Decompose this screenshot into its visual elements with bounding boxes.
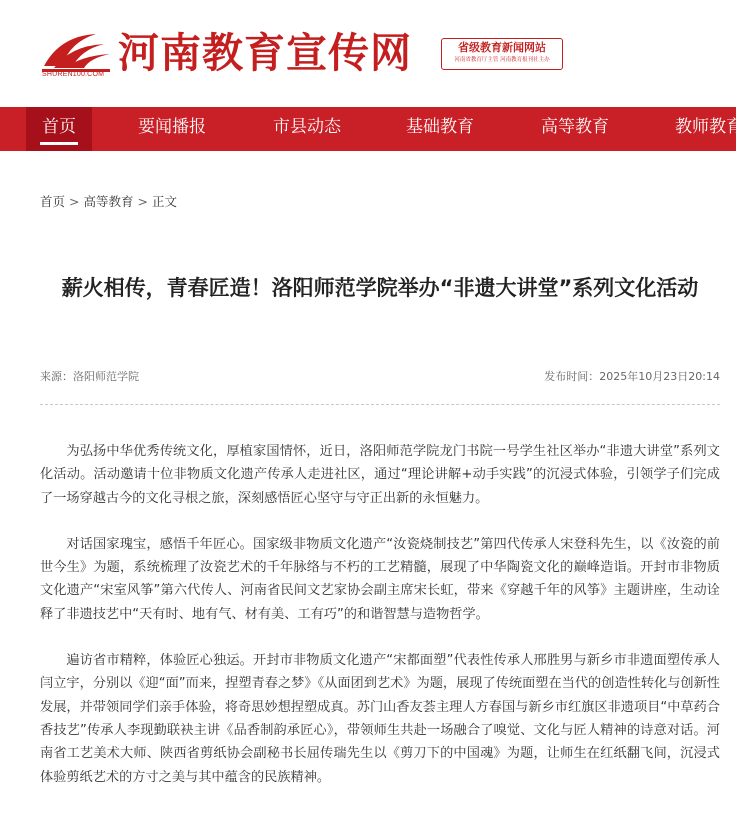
badge-main-text: 省级教育新闻网站 <box>458 41 546 54</box>
breadcrumb-category[interactable]: 高等教育 <box>83 194 134 209</box>
article-source: 来源：洛阳师范学院 <box>40 370 139 383</box>
divider <box>40 404 720 405</box>
breadcrumb <box>40 192 177 210</box>
breadcrumb-current: 正文 <box>152 194 178 209</box>
site-badge <box>441 38 563 70</box>
logo-icon[interactable] <box>40 28 112 72</box>
nav-item-news[interactable]: 要闻播报 <box>138 117 206 137</box>
site-title[interactable]: 河南教育宣传网 <box>118 29 412 77</box>
chevron-right-icon: > <box>69 194 80 209</box>
site-header <box>0 0 736 107</box>
badge-sub-text: 河南省教育厅主管 河南教育报刊社主办 <box>454 57 550 63</box>
nav-item-home[interactable]: 首页 <box>26 107 92 151</box>
paragraph: 遍访省市精粹，体验匠心独运。开封市非物质文化遗产“宋都面塑”代表性传承人邢胜男与新乡市非遗面塑传承人闫立宇，分别以《迎“面”而来，捏塑青春之梦》《从面团到艺术》为题，展现了传统面塑在当代的创造性转化与创新性发展，并带领同学们亲手体验，将奇思妙想捏塑成真。苏门山香友荟主理人方春国与新乡市红旗区非遗项目“中草药合香技艺”传承人李现勤联袂主讲《品香制韵承匠心》，带领师生共赴一场融合了嗅觉、文化与匠人精神的诗意对话。河南省工艺美术大师、陕西省剪纸协会副秘书长屈传瑞先生以《剪刀下的中国魂》为题，让师生在红纸翻飞间，沉浸式体验剪纸艺术的方寸之美与其中蕴含的民族精神。 <box>40 653 720 785</box>
nav-item-teacher-education[interactable]: 教师教育 <box>675 117 743 137</box>
breadcrumb-home[interactable]: 首页 <box>40 194 66 209</box>
article-title: 薪火相传，青春匠造！洛阳师范学院举办“非遗大讲堂”系列文化活动 <box>61 276 699 300</box>
publish-time: 发布时间：2025年10月23日20:14 <box>544 370 720 383</box>
paragraph: 为弘扬中华优秀传统文化，厚植家国情怀，近日，洛阳师范学院龙门书院一号学生社区举办“非遗大讲堂”系列文化活动。活动邀请十位非物质文化遗产传承人走进社区，通过“理论讲解+动手实践”的沉浸式体验，引领学子们完成了一场穿越古今的文化寻根之旅，深刻感悟匠心坚守与守正出新的永恒魅力。 <box>40 444 720 506</box>
main-nav <box>0 107 743 151</box>
logo-subtext: SHUREN100.COM <box>42 71 105 78</box>
article-body <box>40 440 720 812</box>
paragraph: 对话国家瑰宝，感悟千年匠心。国家级非物质文化遗产“汝瓷烧制技艺”第四代传承人宋登科先生，以《汝瓷的前世今生》为题，系统梳理了汝瓷艺术的千年脉络与不朽的工艺精髓，展现了中华陶瓷文化的巅峰造诣。开封市非物质文化遗产“宋室风筝”第六代传人、河南省民间文艺家协会副主席宋长虹，带来《穿越千年的风筝》主题讲座，生动诠释了非遗技艺中“天有时、地有气、材有美、工有巧”的和谐智慧与造物哲学。 <box>40 536 720 622</box>
chevron-right-icon: > <box>137 194 148 209</box>
nav-item-higher-education[interactable]: 高等教育 <box>541 117 609 137</box>
nav-item-basic-education[interactable]: 基础教育 <box>406 117 474 137</box>
nav-item-city-county[interactable]: 市县动态 <box>273 117 341 137</box>
